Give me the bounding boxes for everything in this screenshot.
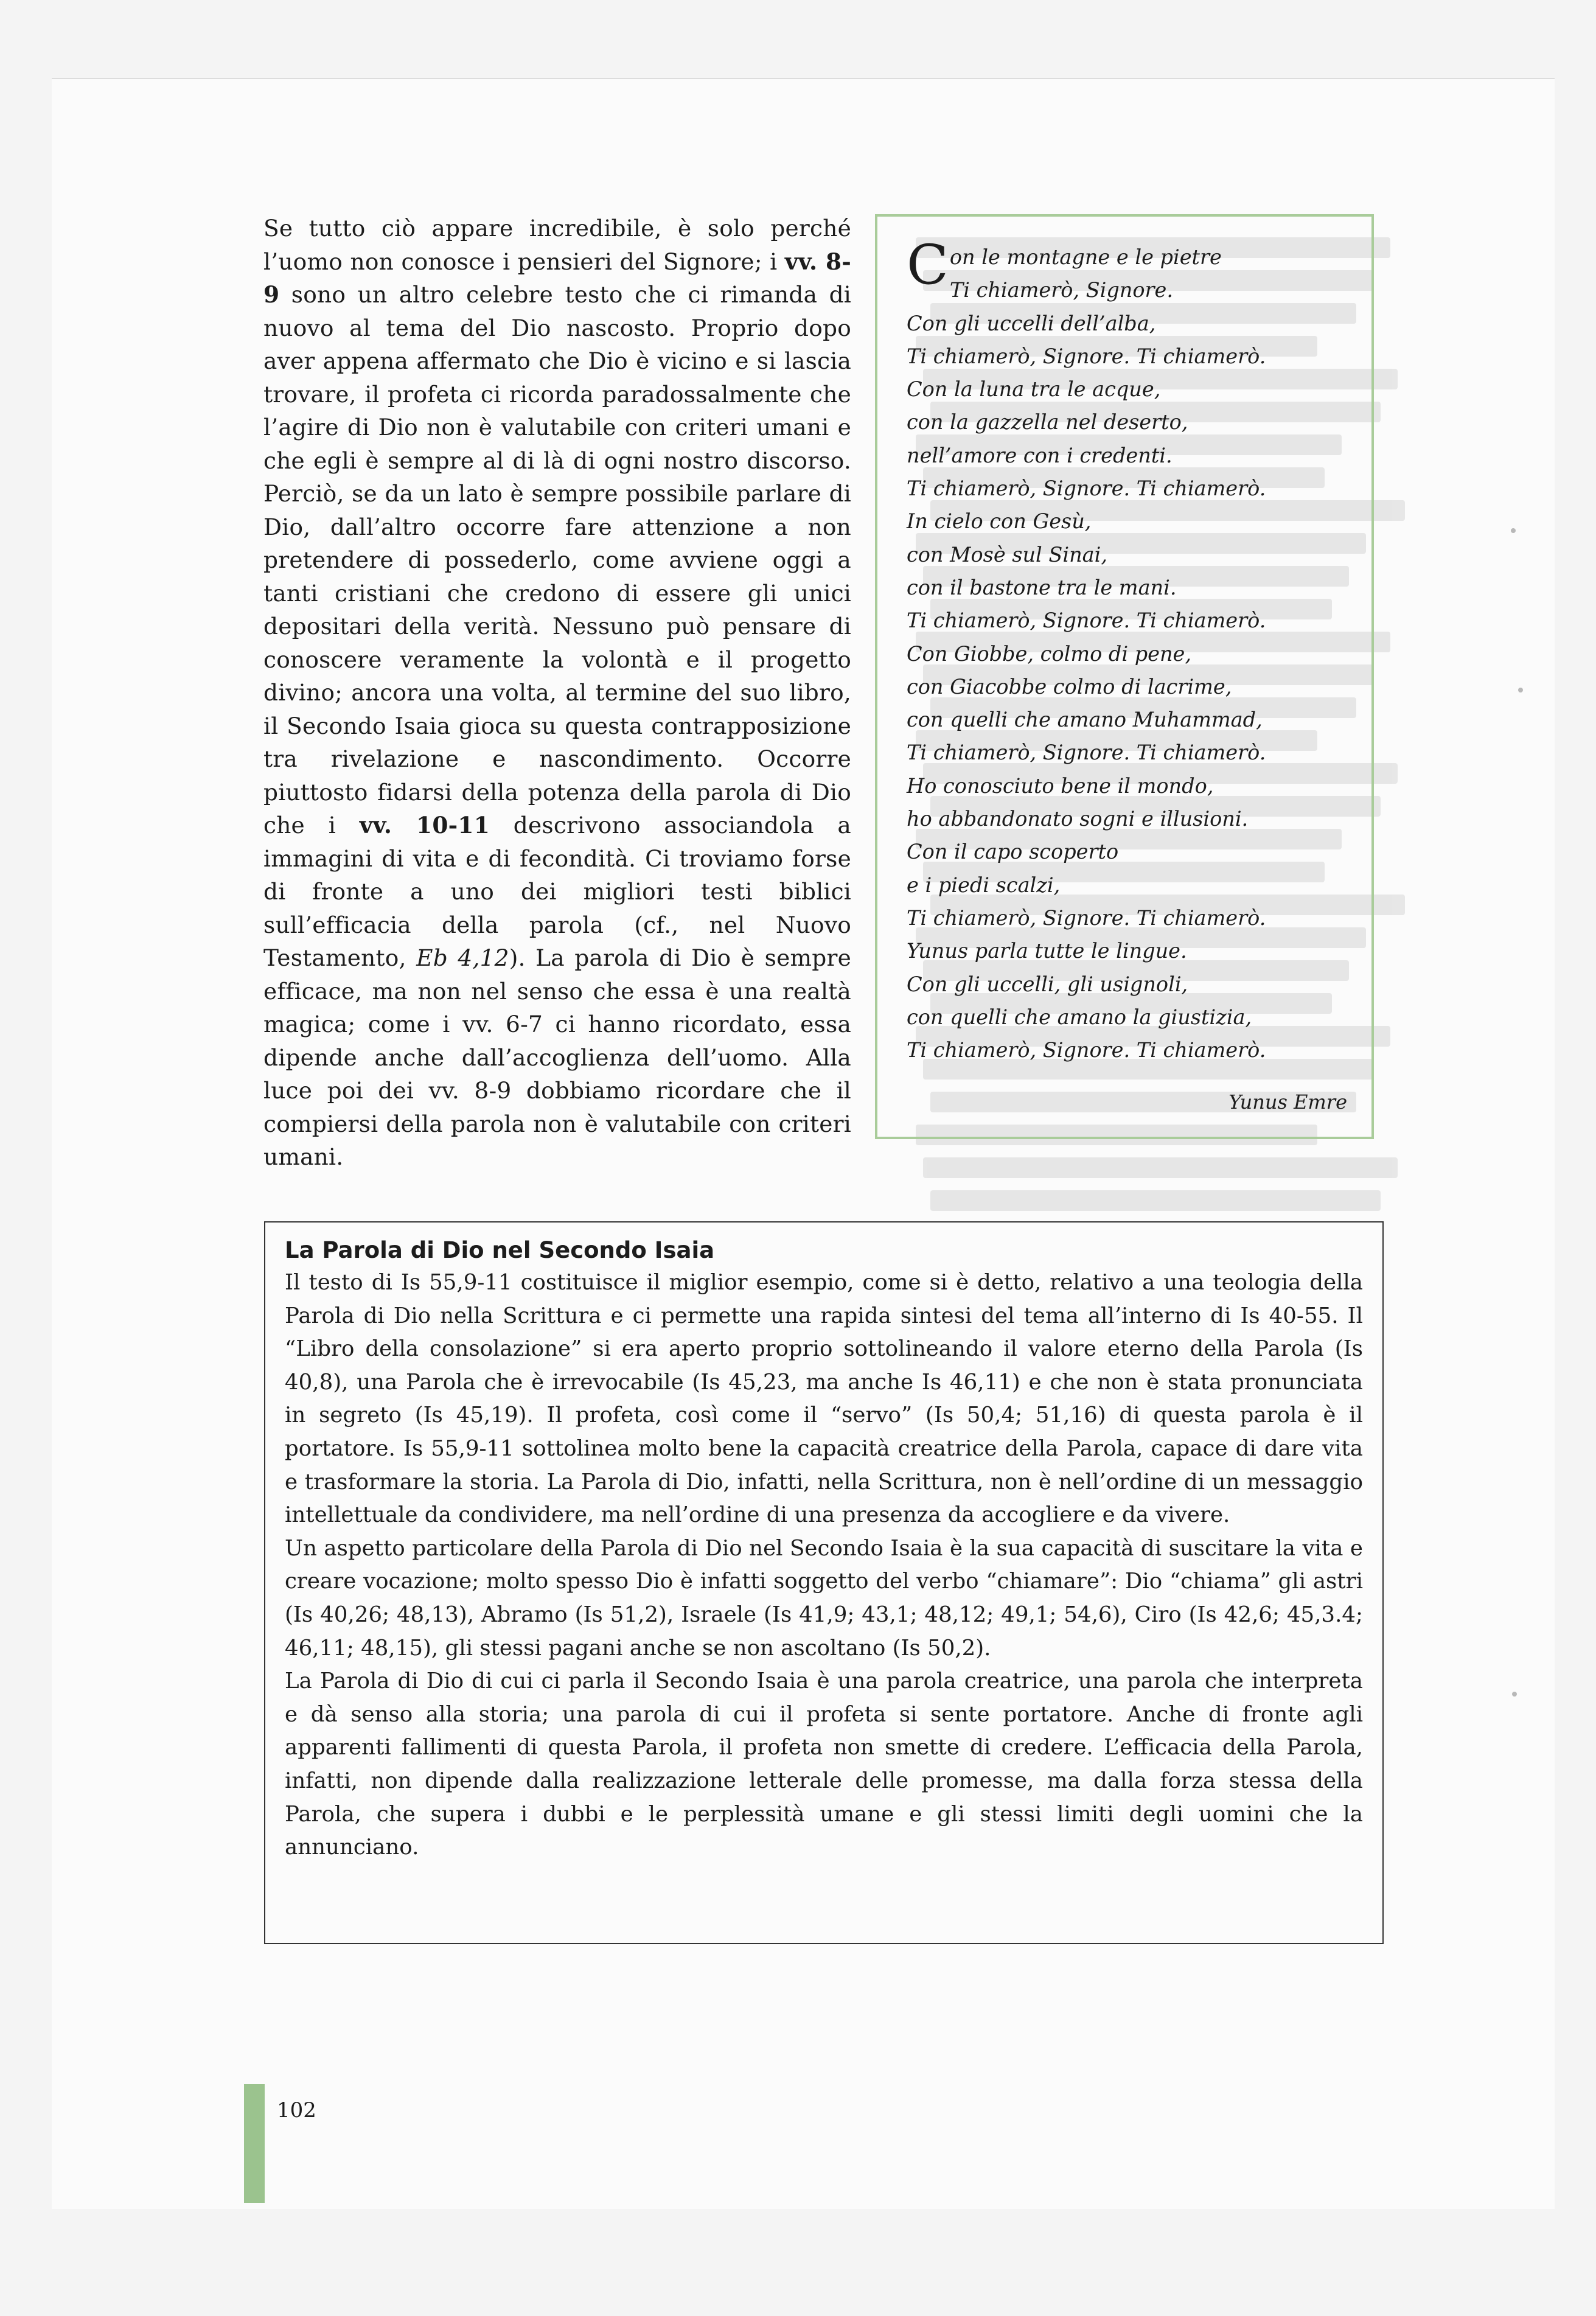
poem-line: Yunus parla tutte le lingue. xyxy=(907,939,1187,963)
poem-line: Con la luna tra le acque, xyxy=(907,377,1161,402)
poem-line: ho abbandonato sogni e illusioni. xyxy=(907,807,1249,831)
drop-cap: C xyxy=(907,233,949,297)
page-number: 102 xyxy=(277,2098,316,2122)
main-paragraph: Se tutto ciò appare incredibile, è solo perché l’uomo non conosce i pensieri del Signore; i vv. 8-9 sono un altro celebre testo che ci rimanda di nuovo al tema del Dio nascosto. Proprio dopo aver appena affermato che Dio è vicino e si lascia trovare, il profeta ci ricorda paradossalmente che l’agire di Dio non è valutabile con criteri umani e che egli è sempre al di là di ogni nostro discorso. Perciò, se da un lato è sempre possibile parlare di Dio, dall’altro occorre fare attenzione a non pretendere di possederlo, come avviene oggi a tanti cristiani che credono di essere gli unici depositari della verità. Nessuno può pensare di conoscere veramente la volontà e il progetto divino; ancora una volta, al termine del suo libro, il Secondo Isaia gioca su questa contrapposizione tra rivelazione e nascondimento. Occorre piuttosto fidarsi della potenza della parola di Dio che i vv. 10-11 descrivono associandola a immagini di vita e di fecondità. Ci troviamo forse di fronte a uno dei migliori testi biblici sull’efficacia della parola (cf., nel Nuovo Testamento, Eb 4,12). La parola di Dio è sempre efficace, ma non nel senso che essa è una realtà magica; come i vv. 6-7 ci hanno ricordato, essa dipende anche dall’accoglienza dell’uomo. Alla luce poi dei vv. 8-9 dobbiamo ricordare che il compiersi della parola non è valutabile con criteri umani. xyxy=(263,215,851,1170)
poem-author: Yunus Emre xyxy=(1228,1090,1347,1114)
poem-line: Con gli uccelli, gli usignoli, xyxy=(907,972,1188,996)
poem-line: e i piedi scalzi, xyxy=(907,873,1061,897)
info-box-paragraph: Un aspetto particolare della Parola di Dio nel Secondo Isaia è la sua capacità di suscitare la vita e creare vocazione; molto spesso Dio è infatti soggetto del verbo “chiamare”: Dio “chiama” gli astri (Is 40,26; 48,13), Abramo (Is 51,2), Israele (Is 41,9; 43,1; 48,12; 49,1; 54,6), Ciro (Is 42,6; 45,3.4; 46,11; 48,15), gli stessi pagani anche se non ascoltano (Is 50,2). xyxy=(285,1535,1363,1661)
scan-speck xyxy=(1518,688,1523,692)
poem-line: Ti chiamerò, Signore. Ti chiamerò. xyxy=(907,741,1266,765)
poem-lines xyxy=(907,233,1347,1067)
info-box-title: La Parola di Dio nel Secondo Isaia xyxy=(285,1237,715,1263)
poem-line: Ti chiamerò, Signore. Ti chiamerò. xyxy=(907,1038,1266,1062)
poem-line: Con il capo scoperto xyxy=(907,840,1119,864)
poem-line: Ho conosciuto bene il mondo, xyxy=(907,773,1214,798)
poem-line: Ti chiamerò, Signore. xyxy=(949,278,1174,302)
poem-line: con la gazzella nel deserto, xyxy=(907,410,1188,434)
poem-line: con quelli che amano la giustizia, xyxy=(907,1005,1252,1029)
info-box-paragraph: Il testo di Is 55,9-11 costituisce il miglior esempio, come si è detto, relativo a una teologia della Parola di Dio nella Scrittura e ci permette una rapida sintesi del tema all’interno di Is 40-55. Il “Libro della consolazione” si era aperto proprio sottolineando il valore eterno della Parola (Is 40,8), una Parola che è irrevocabile (Is 45,23, ma anche Is 46,11) e che non è stata pronunciata in segreto (Is 45,19). Il profeta, così come il “servo” (Is 50,4; 51,16) di questa parola è il portatore. Is 55,9-11 sottolinea molto bene la capacità creatrice della Parola, capace di dare vita e trasformare la storia. La Parola di Dio, infatti, nella Scrittura, non è nell’ordine di un messaggio intellettuale da condividere, ma nell’ordine di una presenza da accogliere e da vivere. xyxy=(285,1270,1363,1528)
main-text-column xyxy=(263,212,851,1174)
poem-line: con il bastone tra le mani. xyxy=(907,575,1177,599)
scan-speck xyxy=(1512,1692,1517,1697)
poem-line: nell’amore con i credenti. xyxy=(907,443,1173,467)
poem-line: Ti chiamerò, Signore. Ti chiamerò. xyxy=(907,344,1266,368)
bleed-line xyxy=(923,1157,1398,1178)
info-box-paragraph: La Parola di Dio di cui ci parla il Secondo Isaia è una parola creatrice, una parola che interpreta e dà senso alla storia; una parola di cui il profeta si sente portatore. Anche di fronte agli apparenti fallimenti di questa Parola, il profeta non smette di credere. L’efficacia della Parola, infatti, non dipende dalla realizzazione letterale delle promesse, ma dalla forza stessa della Parola, che supera i dubbi e le perplessità umane e gli stessi limiti degli uomini che la annunciano. xyxy=(285,1669,1363,1860)
poem-line: Con gli uccelli dell’alba, xyxy=(907,311,1156,335)
poem-line: Con le montagne e le pietre xyxy=(907,233,1222,297)
poem-line: con Mosè sul Sinai, xyxy=(907,542,1107,567)
poem-line: Ti chiamerò, Signore. Ti chiamerò. xyxy=(907,609,1266,633)
poem-line: Con Giobbe, colmo di pene, xyxy=(907,641,1192,666)
poem-line: Ti chiamerò, Signore. Ti chiamerò. xyxy=(907,905,1266,930)
poem-sidebar xyxy=(875,214,1374,1139)
page-tab-marker xyxy=(244,2084,265,2203)
scan-speck xyxy=(1511,528,1516,533)
bleed-line xyxy=(930,1190,1381,1211)
info-box xyxy=(264,1221,1384,1944)
poem-line: con Giacobbe colmo di lacrime, xyxy=(907,674,1232,699)
poem-line: In cielo con Gesù, xyxy=(907,509,1092,534)
poem-line: Ti chiamerò, Signore. Ti chiamerò. xyxy=(907,476,1266,501)
poem-line: con quelli che amano Muhammad, xyxy=(907,708,1263,732)
